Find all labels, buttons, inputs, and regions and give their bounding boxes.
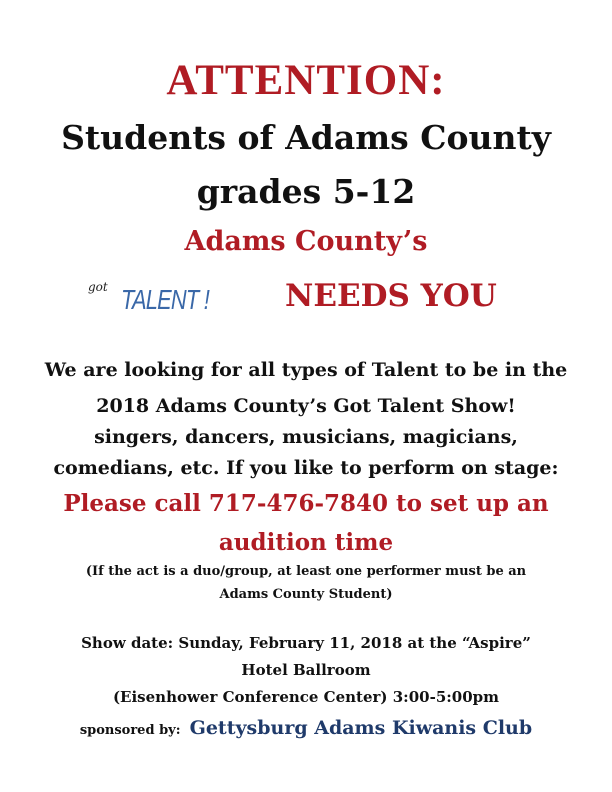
body-line-2: 2018 Adams County’s Got Talent Show!	[96, 395, 516, 417]
show-venue-line: Hotel Ballroom	[241, 661, 371, 679]
audience-line-2: grades 5-12	[196, 172, 416, 211]
brand-row	[0, 278, 612, 328]
show-date-line: Show date: Sunday, February 11, 2018 at the “Aspire”	[81, 634, 531, 652]
sponsor-name: Gettysburg Adams Kiwanis Club	[189, 717, 533, 739]
audience-line-1: Students of Adams County	[61, 118, 551, 157]
sponsor-label: sponsored by:	[79, 723, 181, 738]
body-line-4: comedians, etc. If you like to perform on stage:	[53, 457, 559, 479]
call-to-action-line-2: audition time	[218, 529, 394, 556]
brand-prefix: Adams County’s	[184, 226, 428, 257]
group-note-line-1: (If the act is a duo/group, at least one performer must be an	[85, 564, 527, 579]
body-line-1: We are looking for all types of Talent to be in the	[44, 359, 568, 381]
group-note-line-2: Adams County Student)	[219, 587, 393, 602]
show-time-line: (Eisenhower Conference Center) 3:00-5:00pm	[112, 688, 500, 706]
body-line-3: singers, dancers, musicians, magicians,	[94, 426, 518, 448]
sponsor-line	[0, 717, 612, 739]
headline: ATTENTION:	[166, 57, 446, 104]
got-talent-logo-got: got	[88, 280, 108, 294]
got-talent-logo-talent: TALENT !	[121, 284, 210, 315]
needs-you-heading: NEEDS YOU	[285, 278, 497, 314]
call-to-action-line-1: Please call 717-476-7840 to set up an	[63, 490, 549, 517]
